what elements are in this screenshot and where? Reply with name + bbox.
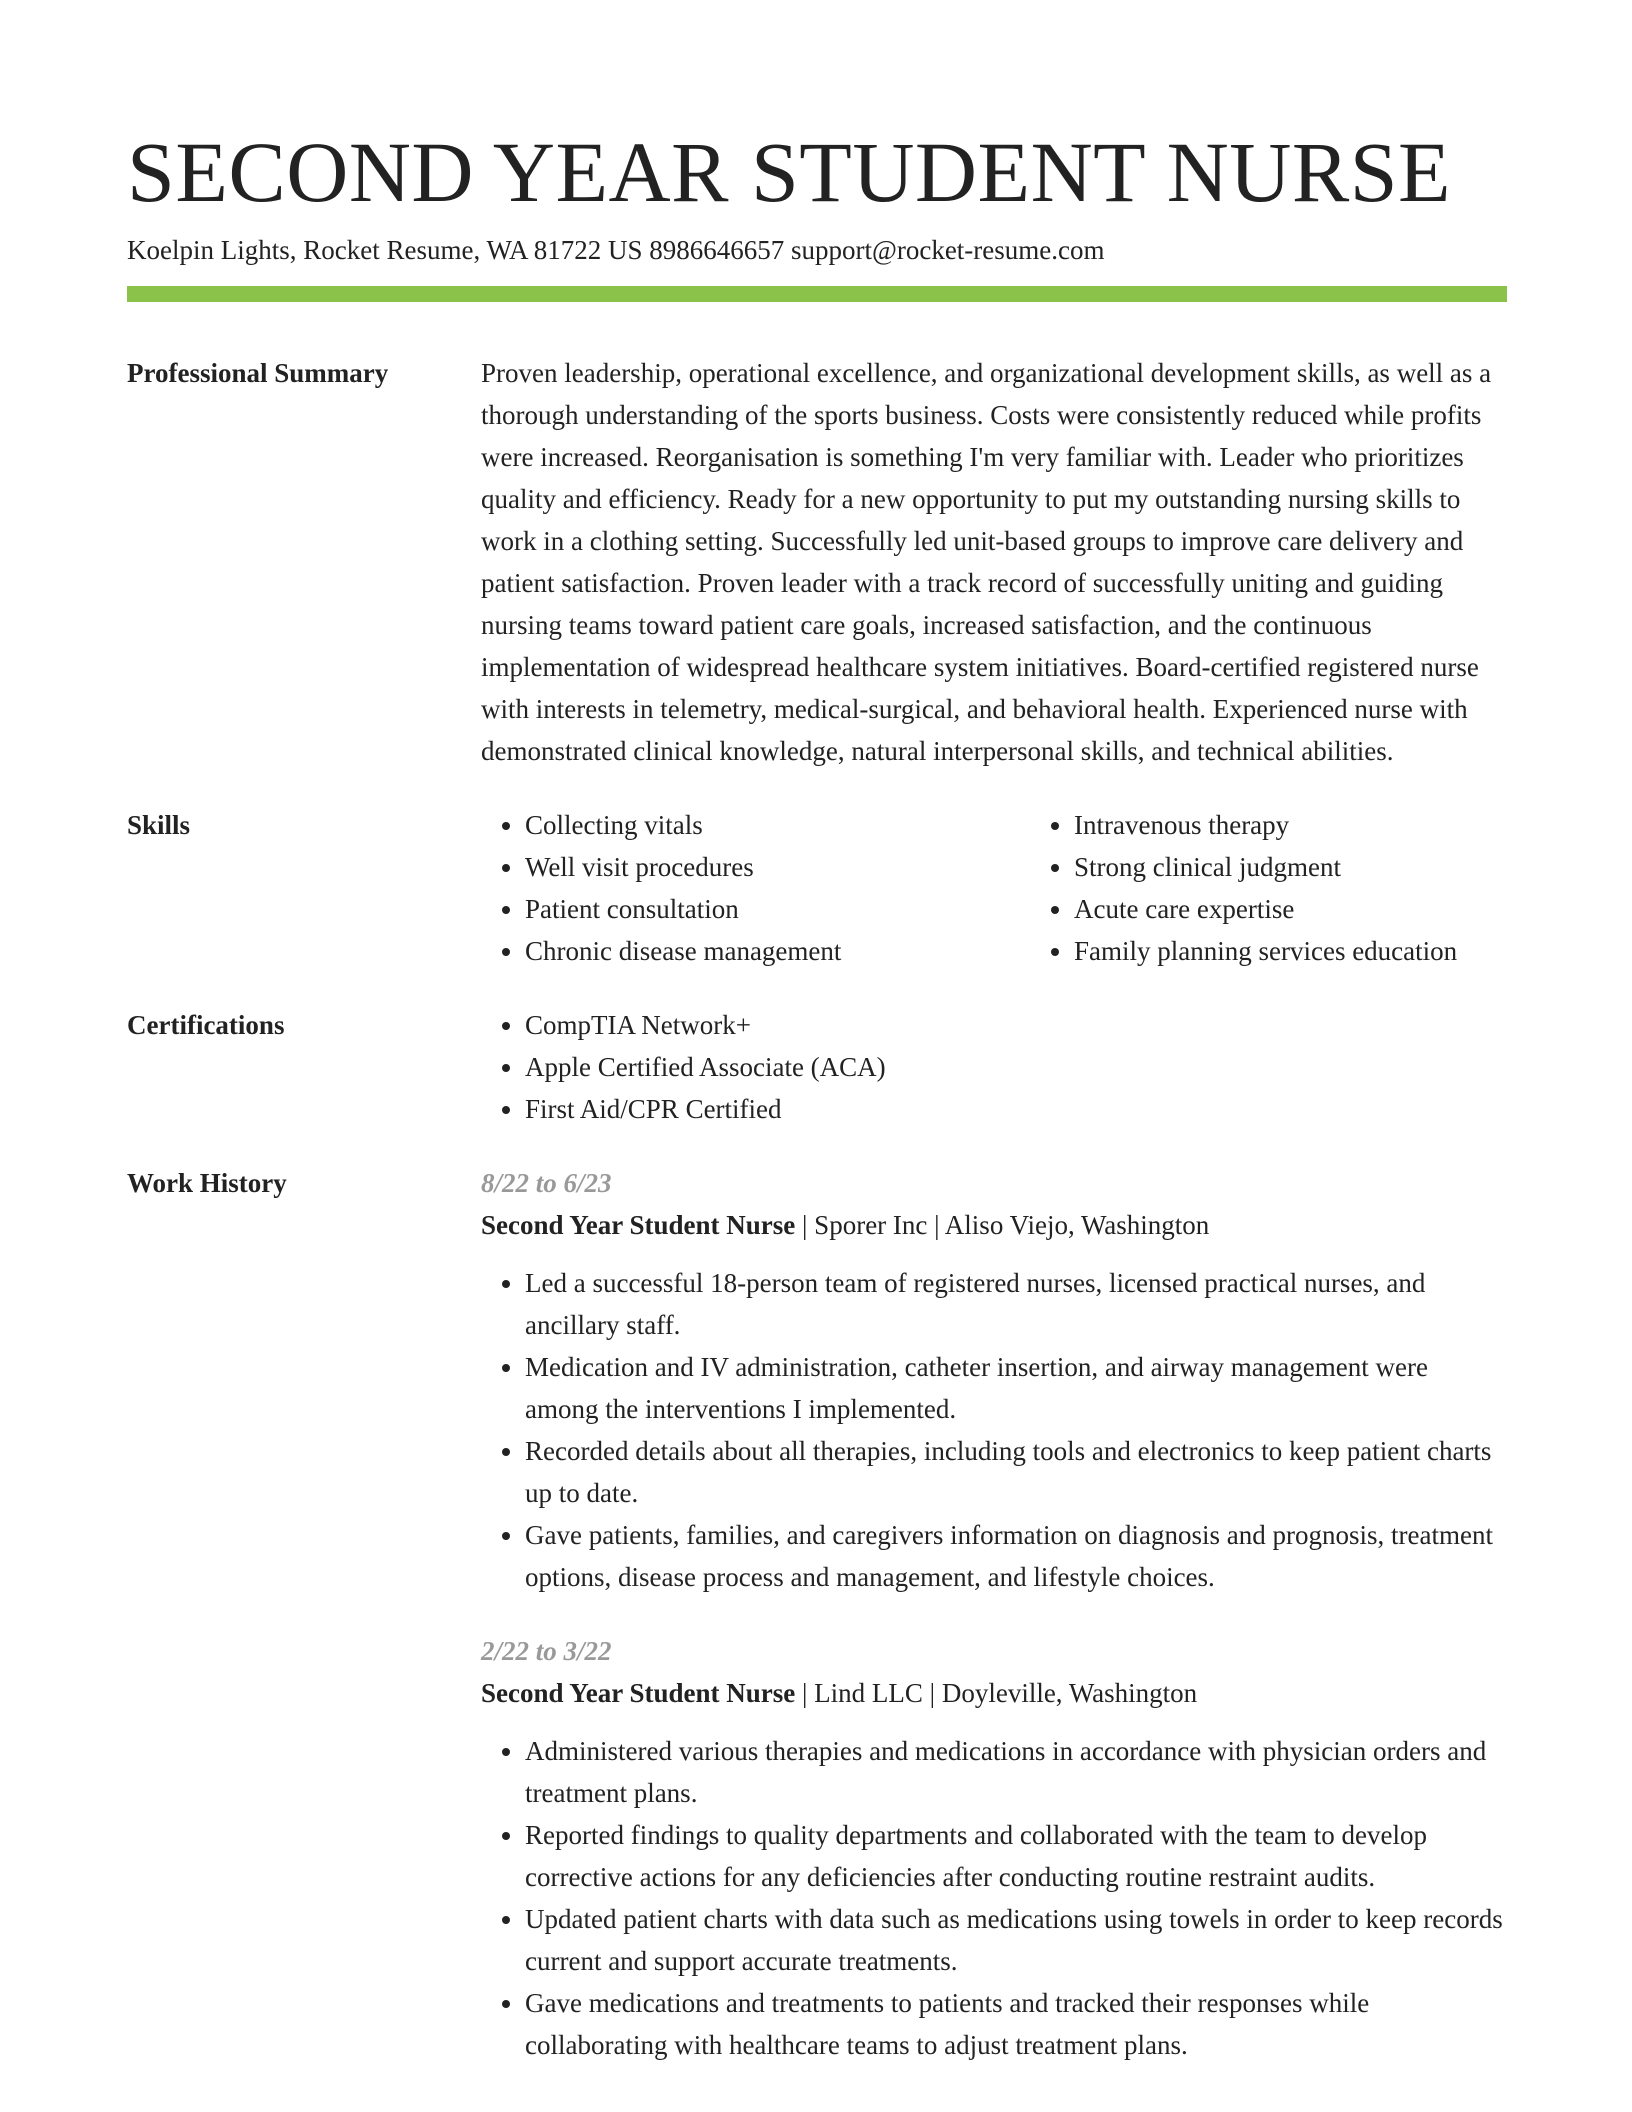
job-duty-item: • Led a successful 18-person team of registered nurses, licensed practical nurses, and ancillary staff. xyxy=(525,1262,1507,1346)
job-duty-item: • Gave medications and treatments to patients and tracked their responses while collaborating with healthcare teams to adjust treatment plans. xyxy=(525,1982,1507,2066)
section-heading: Skills xyxy=(127,810,191,840)
job-company-location: | Lind LLC | Doyleville, Washington xyxy=(795,1678,1198,1708)
job-duties-list xyxy=(481,1262,1507,1598)
work-history-section xyxy=(127,1162,1507,2066)
skills-columns xyxy=(481,804,1579,972)
job-heading xyxy=(481,1672,1507,1714)
job-entry xyxy=(481,1630,1507,2066)
job-duty-item: • Recorded details about all therapies, including tools and electronics to keep patient charts up to date. xyxy=(525,1430,1507,1514)
work-history-body xyxy=(481,1162,1507,2066)
job-heading xyxy=(481,1204,1507,1246)
job-entry xyxy=(481,1162,1507,1598)
job-duties-list xyxy=(481,1730,1507,2066)
job-duty-item: • Reported findings to quality departments and collaborated with the team to develop corrective actions for any deficiencies after conducting routine restraint audits. xyxy=(525,1814,1507,1898)
job-title: Second Year Student Nurse xyxy=(481,1678,796,1708)
skill-item: • Patient consultation xyxy=(525,888,1030,930)
job-duty-item: • Medication and IV administration, catheter insertion, and airway management were among the interventions I implemented. xyxy=(525,1346,1507,1430)
certification-item: • First Aid/CPR Certified xyxy=(525,1088,1507,1130)
skills-list-right xyxy=(1030,804,1579,972)
job-duty-item: • Administered various therapies and medications in accordance with physician orders and treatment plans. xyxy=(525,1730,1507,1814)
resume-page xyxy=(127,120,1507,2066)
resume-title: SECOND YEAR STUDENT NURSE xyxy=(127,124,1452,220)
section-heading: Certifications xyxy=(127,1010,285,1040)
skills-section xyxy=(127,804,1507,972)
job-title: Second Year Student Nurse xyxy=(481,1210,796,1240)
skill-item: • Acute care expertise xyxy=(1074,888,1579,930)
skill-item: • Collecting vitals xyxy=(525,804,1030,846)
skill-item: • Well visit procedures xyxy=(525,846,1030,888)
job-dates: 2/22 to 3/22 xyxy=(481,1636,612,1666)
section-heading: Work History xyxy=(127,1168,287,1198)
skill-item: • Intravenous therapy xyxy=(1074,804,1579,846)
certifications-section xyxy=(127,1004,1507,1130)
contact-line: Koelpin Lights, Rocket Resume, WA 81722 US 8986646657 support@rocket-resume.com xyxy=(127,235,1105,265)
job-dates: 8/22 to 6/23 xyxy=(481,1168,612,1198)
certification-item: • Apple Certified Associate (ACA) xyxy=(525,1046,1507,1088)
professional-summary-section xyxy=(127,352,1507,772)
skill-item: • Family planning services education xyxy=(1074,930,1579,972)
skill-item: • Strong clinical judgment xyxy=(1074,846,1579,888)
job-company-location: | Sporer Inc | Aliso Viejo, Washington xyxy=(795,1210,1210,1240)
skills-list-left xyxy=(481,804,1030,972)
accent-divider xyxy=(127,286,1507,302)
certification-item: • CompTIA Network+ xyxy=(525,1004,1507,1046)
job-duty-item: • Gave patients, families, and caregivers information on diagnosis and prognosis, treatment options, disease process and management, and lifestyle choices. xyxy=(525,1514,1507,1598)
certifications-body xyxy=(481,1004,1507,1130)
summary-text: Proven leadership, operational excellence, and organizational development skills, as well as a thorough understanding of the sports business. Costs were consistently reduced while profits were increased. Reorganisation is something I'm very familiar with. Leader who prioritizes quality and efficiency. Ready for a new opportunity to put my outstanding nursing skills to work in a clothing setting. Successfully led unit-based groups to improve care delivery and patient satisfaction. Proven leader with a track record of successfully uniting and guiding nursing teams toward patient care goals, increased satisfaction, and the continuous implementation of widespread healthcare system initiatives. Board-certified registered nurse with interests in telemetry, medical-surgical, and behavioral health. Experienced nurse with demonstrated clinical knowledge, natural interpersonal skills, and technical abilities. xyxy=(481,358,1492,766)
certifications-list xyxy=(481,1004,1507,1130)
section-heading: Professional Summary xyxy=(127,358,389,388)
skill-item: • Chronic disease management xyxy=(525,930,1030,972)
job-duty-item: • Updated patient charts with data such as medications using towels in order to keep records current and support accurate treatments. xyxy=(525,1898,1507,1982)
